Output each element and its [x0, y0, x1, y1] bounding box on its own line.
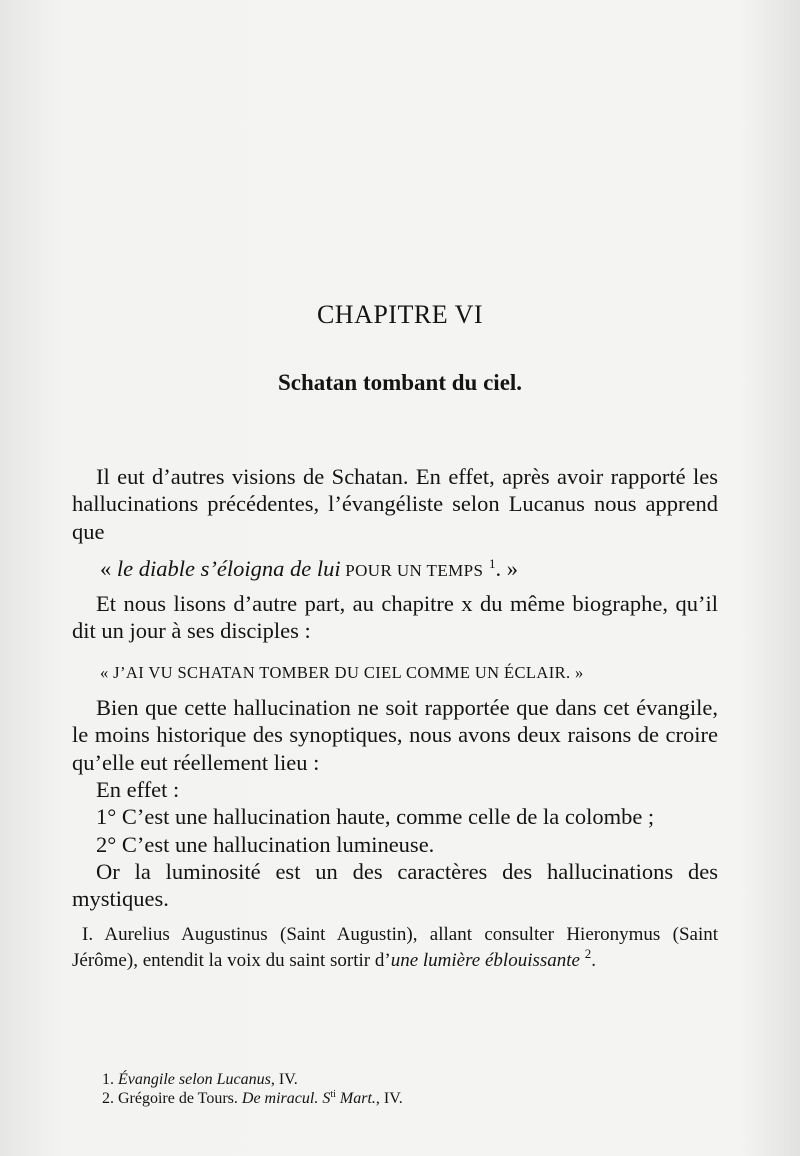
paragraph-1: Il eut d’autres visions de Schatan. En effet, après avoir rapporté les hallucinations précédentes, l’évangéliste selon Lucanus nous apprend que	[72, 464, 718, 544]
list-item-2: 2° C’est une hallucination lumineuse.	[96, 831, 435, 857]
list-item-1: 1° C’est une hallucination haute, comme celle de la colombe ;	[96, 804, 655, 830]
footnote-2	[102, 1089, 722, 1108]
footnote-2-sup: ti	[330, 1089, 336, 1100]
chapter-heading: CHAPITRE VI	[316, 300, 484, 329]
paragraph-augustin	[72, 922, 718, 974]
body-text	[72, 463, 718, 974]
footnote-1-rest: , IV.	[270, 1071, 298, 1088]
footnote-2-rest: , IV.	[375, 1090, 403, 1107]
augustin-text: I. Aurelius Augustinus (Saint Augustin), allant consulter Hieronymus (Saint Jérôme), entendit la voix du saint sortir d’	[72, 924, 718, 972]
quote-1	[72, 555, 718, 584]
augustin-italic: une lumière éblouissante	[390, 950, 580, 972]
paragraph-2: Et nous lisons d’autre part, au chapitre x du même biographe, qu’il dit un jour à ses disciples :	[72, 591, 718, 644]
quote-2: « J’AI VU SCHATAN TOMBER DU CIEL COMME UN ÉCLAIR. »	[100, 662, 584, 682]
footnote-2-number: 2. Grégoire de Tours.	[102, 1090, 242, 1107]
footnote-2-italic2: Mart.	[335, 1090, 376, 1107]
quote-1-italic: le diable s’éloigna de lui	[116, 555, 341, 581]
paragraph-3: Bien que cette hallucination ne soit rapportée que dans cet évangile, le moins historique des synoptiques, nous avons deux raisons de croire qu’elle eut réellement lieu :	[72, 695, 718, 775]
footnotes	[102, 1070, 722, 1108]
quote-1-close: . »	[495, 555, 518, 581]
quote-1-open: «	[100, 555, 117, 581]
quote-1-caps: POUR UN TEMPS	[340, 560, 484, 580]
augustin-end: .	[591, 950, 596, 972]
paragraph-4: En effet :	[96, 776, 180, 802]
paragraph-5: Or la luminosité est un des caractères des hallucinations des mystiques.	[72, 858, 718, 912]
footnote-2-italic: De miracul. S	[241, 1090, 331, 1107]
footnote-1	[102, 1070, 722, 1089]
footnote-1-italic: Évangile selon Lucanus	[118, 1071, 271, 1088]
footnote-ref-2: 2	[584, 946, 592, 962]
footnote-1-number: 1.	[102, 1071, 118, 1088]
section-title: Schatan tombant du ciel.	[277, 370, 523, 395]
footnote-ref-1: 1	[488, 555, 496, 571]
